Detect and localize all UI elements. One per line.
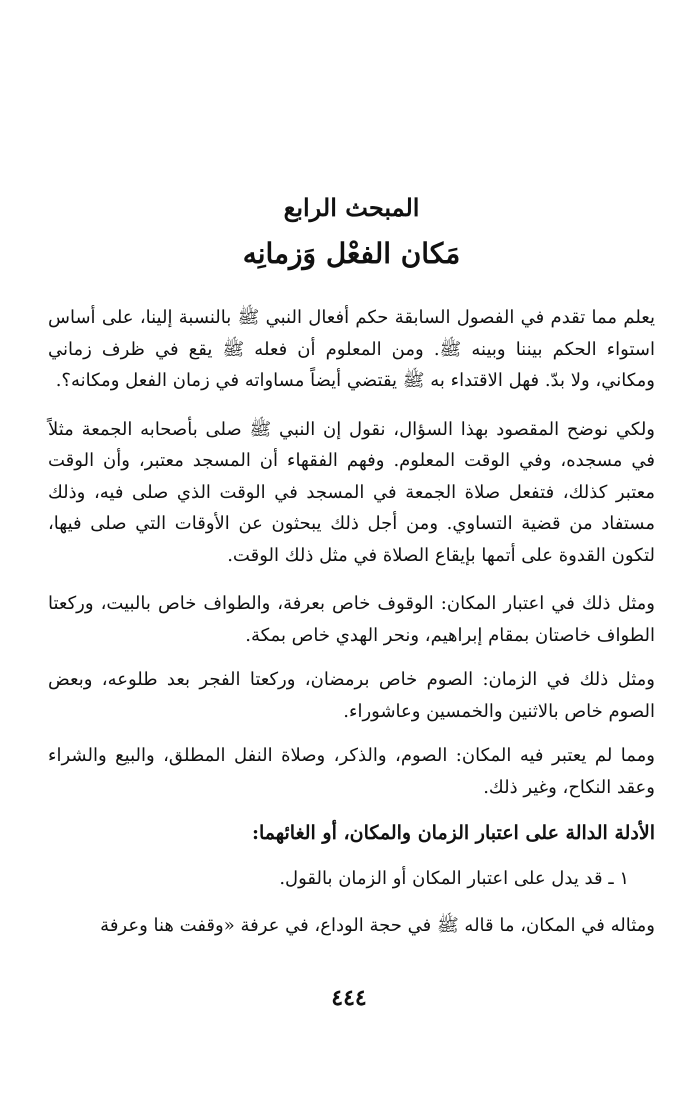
- page-number: ٤٤٤: [331, 985, 367, 1011]
- paragraph-6: ومثاله في المكان، ما قاله ﷺ في حجة الوداع، في عرفة «وقفت هنا وعرفة: [100, 915, 655, 936]
- paragraph-5: ومما لم يعتبر فيه المكان: الصوم، والذكر، وصلاة النفل المطلق، والبيع والشراء وعقد النكاح، وغير ذلك.: [48, 745, 655, 798]
- section-label: المبحث الرابع: [283, 193, 420, 222]
- paragraph-4: ومثل ذلك في الزمان: الصوم خاص برمضان، وركعتا الفجر بعد طلوعه، وبعض الصوم خاص بالاثنين والخمسين وعاشوراء.: [48, 669, 655, 722]
- paragraph-1: يعلم مما تقدم في الفصول السابقة حكم أفعال النبي ﷺ بالنسبة إلينا، على أساس استواء الحكم بيننا وبينه ﷺ. ومن المعلوم أن فعله ﷺ يقع في ظرف زماني ومكاني، ولا بدّ. فهل الاقتداء به ﷺ يقتضي أيضاً مساواته في زمان الفعل ومكانه؟.: [48, 307, 655, 391]
- section-title: مَكان الفعْل وَزمانِه: [242, 237, 461, 270]
- paragraph-2: ولكي نوضح المقصود بهذا السؤال، نقول إن النبي ﷺ صلى بأصحابه الجمعة مثلاً في مسجده، وفي الوقت المعلوم. وفهم الفقهاء أن المسجد معتبر، وأن الوقت معتبر كذلك، فتفعل صلاة الجمعة في المسجد في الوقت الذي صلى فيه، وذلك مستفاد من قضية التساوي. ومن أجل ذلك يبحثون عن الأوقات التي صلى فيها، لتكون القدوة على أتمها بإيقاع الصلاة في مثل ذلك الوقت.: [48, 418, 655, 566]
- paragraph-3: ومثل ذلك في اعتبار المكان: الوقوف خاص بعرفة، والطواف خاص بالبيت، وركعتا الطواف خاصتان بمقام إبراهيم، ونحر الهدي خاص بمكة.: [48, 593, 655, 646]
- page-body: [48, 180, 655, 959]
- list-item-1: ١ ـ قد يدل على اعتبار المكان أو الزمان بالقول.: [279, 868, 629, 889]
- evidence-heading: الأدلة الدالة على اعتبار الزمان والمكان، أو الغائهما:: [251, 822, 655, 844]
